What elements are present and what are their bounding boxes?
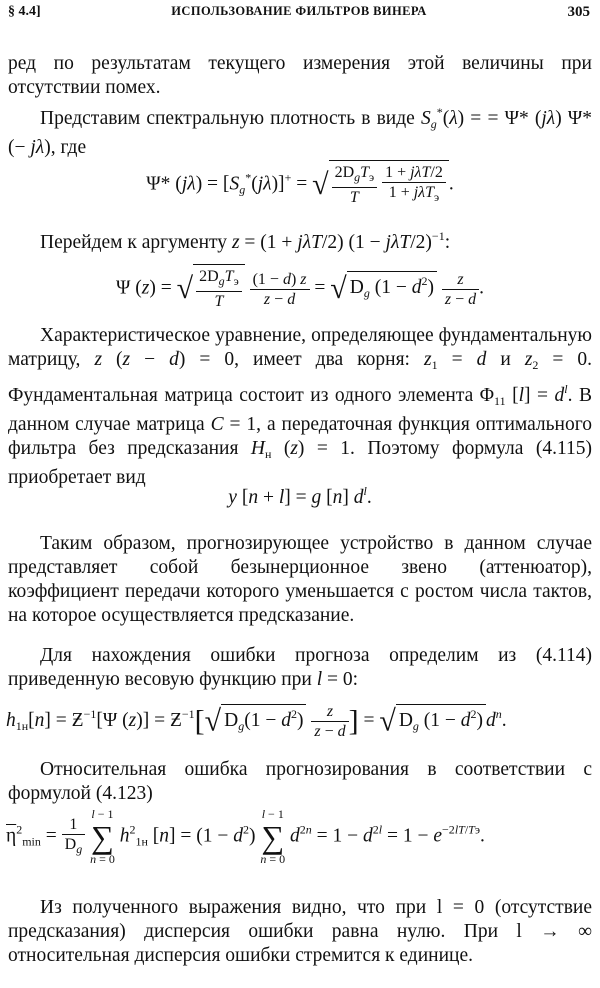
paragraph-5: Таким образом, прогнозирующее устройство в данном случае представляет собой безынерционное звено (аттенюатор), коэффициент передачи которого уменьшается с ростом числа тактов, на которое осуществляется предсказание. <box>8 533 592 626</box>
paragraph-7: Относительная ошибка прогнозирования в соответствии с формулой (4.123) <box>8 759 592 804</box>
paragraph-2: Представим спектральную плотность в виде $S_g^*(\lambda)$ = = Ψ* (jλ) Ψ* (− jλ), где <box>8 105 593 158</box>
running-header <box>8 4 590 26</box>
equation-relative-error: $\overline{\eta}^2_{min}$ = $\frac{1}{D_g}$ l − 1 ∑ n = 0 $h^2_{1н}$ $[n] = (1 - d^2)$ l − 1 ∑ n = 0 $d^{2n} = 1 - d^{2l} = 1 - e^{-2lT/Tэ}$. <box>6 807 485 866</box>
paragraph-6: Для нахождения ошибки прогноза определим из (4.114) приведенную весовую функцию при l = 0: <box>8 645 592 690</box>
paragraph-4: Характеристическое уравнение, определяющее фундаментальную матрицу, z (z − d) = 0, имеет два корня: $z_1 = d$ и $z_2 = 0$. Фундаментальная матрица состоит из одного элемента $\Phi_{11}$ $[l] = d^l$. В данном случае матрица C = 1, а передаточная функция оптимального фильтра без предсказания $H_н$ (z) = 1. Поэтому формула (4.115) приобретает вид <box>8 325 593 488</box>
equation-weight-function: $h_{1н}[n]$ = $Ƶ^{-1}[\Psi$ $(z)] = Ƶ^{-1}[√$ $D_g(1 - d^2)$ $\frac{z}{z - d}$ ] = √ $D_g$ $(1 - d^2)$ $d^n$. <box>6 703 507 740</box>
page-number: 305 <box>567 4 590 20</box>
paragraph-3: Перейдем к аргументу z = (1 + jλT/2) (1 − jλT/$2)^{-1}$: <box>40 229 451 253</box>
equation-predictor: y [n + l] = g [n] $d^l$. <box>228 484 372 508</box>
paragraph-8: Из полученного выражения видно, что при l = 0 (отсутствие предсказания) дисперсия ошибки равна нулю. При l → ∞ относительная дисперсия ошибки стремится к единице. <box>8 897 592 966</box>
section-number: § 4.4] <box>8 4 41 19</box>
paragraph-1: ред по результатам текущего измерения этой величины при отсутствии помех. <box>8 53 592 98</box>
running-title: ИСПОЛЬЗОВАНИЕ ФИЛЬТРОВ ВИНЕРА <box>171 4 427 18</box>
equation-psi-star: Ψ* $(j\lambda) = [S_g^*(j\lambda)]^+$ = √ $\frac{2D_gT_э}{T}$ $\frac{\text{1 + jλT/2}}{1 + j\lambda T_э}$ . <box>0 160 600 207</box>
equation-psi-z: Ψ (z) = √ $\frac{2D_gT_э}{T}$ $\frac{(1 - d) z}{z - d}$ = √ $D_g$ $(1 - d^2)$ $\frac{z}{z - d}$ . <box>0 264 600 311</box>
